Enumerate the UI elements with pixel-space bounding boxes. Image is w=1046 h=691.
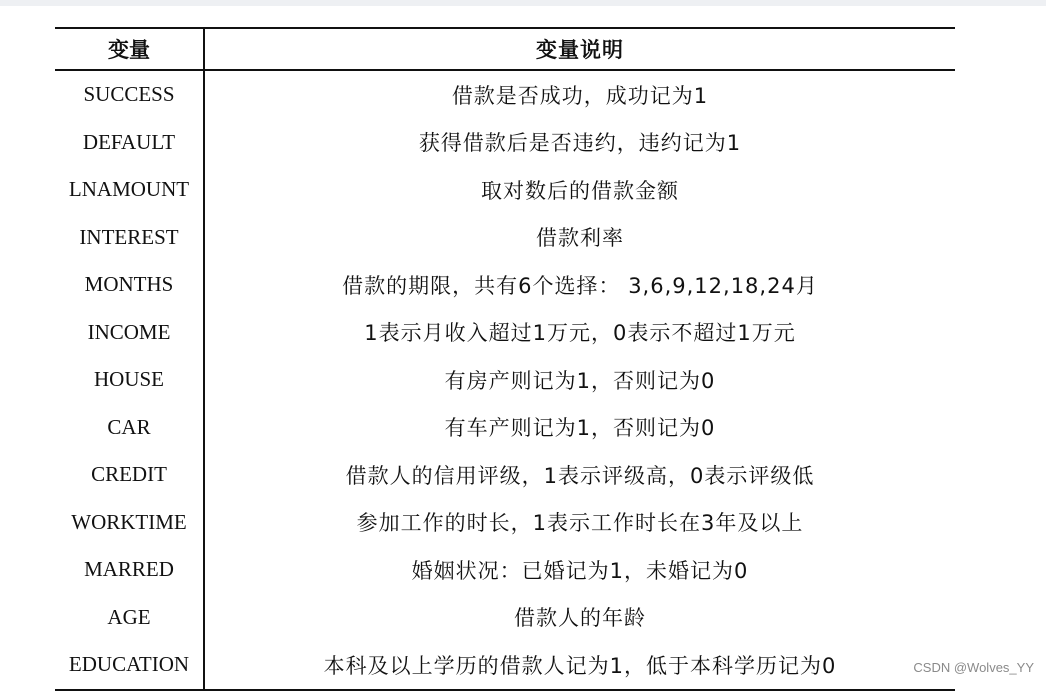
variable-name: DEFAULT (55, 119, 204, 167)
variable-name: INTEREST (55, 214, 204, 262)
variable-description: 借款人的信用评级，1表示评级高，0表示评级低 (345, 463, 815, 488)
variable-description: 本科及以上学历的借款人记为1，低于本科学历记为0 (323, 653, 837, 678)
variable-name: LNAMOUNT (55, 166, 204, 214)
table-header-row (55, 28, 955, 70)
variable-table (55, 27, 955, 691)
variable-description: 有房产则记为1，否则记为0 (444, 368, 716, 393)
table-row (55, 70, 955, 119)
variable-description: 借款的期限，共有6个选择： 3,6,9,12,18,24月 (342, 273, 818, 298)
top-strip (0, 0, 1046, 6)
variable-name: MARRED (55, 546, 204, 594)
table-row (55, 404, 955, 452)
variable-description: 有车产则记为1，否则记为0 (444, 416, 716, 441)
variable-description: 借款利率 (536, 226, 624, 251)
variable-name: MONTHS (55, 261, 204, 309)
variable-description: 参加工作的时长，1表示工作时长在3年及以上 (356, 511, 804, 536)
table-row (55, 451, 955, 499)
table-row (55, 119, 955, 167)
table-row (55, 594, 955, 642)
table-row (55, 356, 955, 404)
variable-name: CAR (55, 404, 204, 452)
header-description: 变量说明 (536, 38, 624, 62)
table-row (55, 499, 955, 547)
variable-description: 取对数后的借款金额 (481, 178, 679, 203)
variable-name: CREDIT (55, 451, 204, 499)
variable-name: AGE (55, 594, 204, 642)
variable-name: HOUSE (55, 356, 204, 404)
table-row (55, 309, 955, 357)
variable-description: 1表示月收入超过1万元，0表示不超过1万元 (364, 321, 796, 346)
variable-description: 借款是否成功，成功记为1 (451, 83, 709, 108)
table-row (55, 166, 955, 214)
variable-description: 婚姻状况：已婚记为1，未婚记为0 (411, 558, 749, 583)
variable-description: 借款人的年龄 (514, 606, 646, 631)
variable-name: INCOME (55, 309, 204, 357)
table-row (55, 214, 955, 262)
variable-name: WORKTIME (55, 499, 204, 547)
header-variable: 变量 (55, 28, 204, 70)
table-body (55, 70, 955, 690)
table-row (55, 641, 955, 690)
table-row (55, 261, 955, 309)
variable-name: EDUCATION (55, 641, 204, 690)
table-row (55, 546, 955, 594)
variable-description: 获得借款后是否违约，违约记为1 (418, 131, 742, 156)
variable-name: SUCCESS (55, 70, 204, 119)
csdn-watermark: CSDN @Wolves_YY (913, 660, 1034, 675)
variable-table-container (55, 27, 955, 691)
